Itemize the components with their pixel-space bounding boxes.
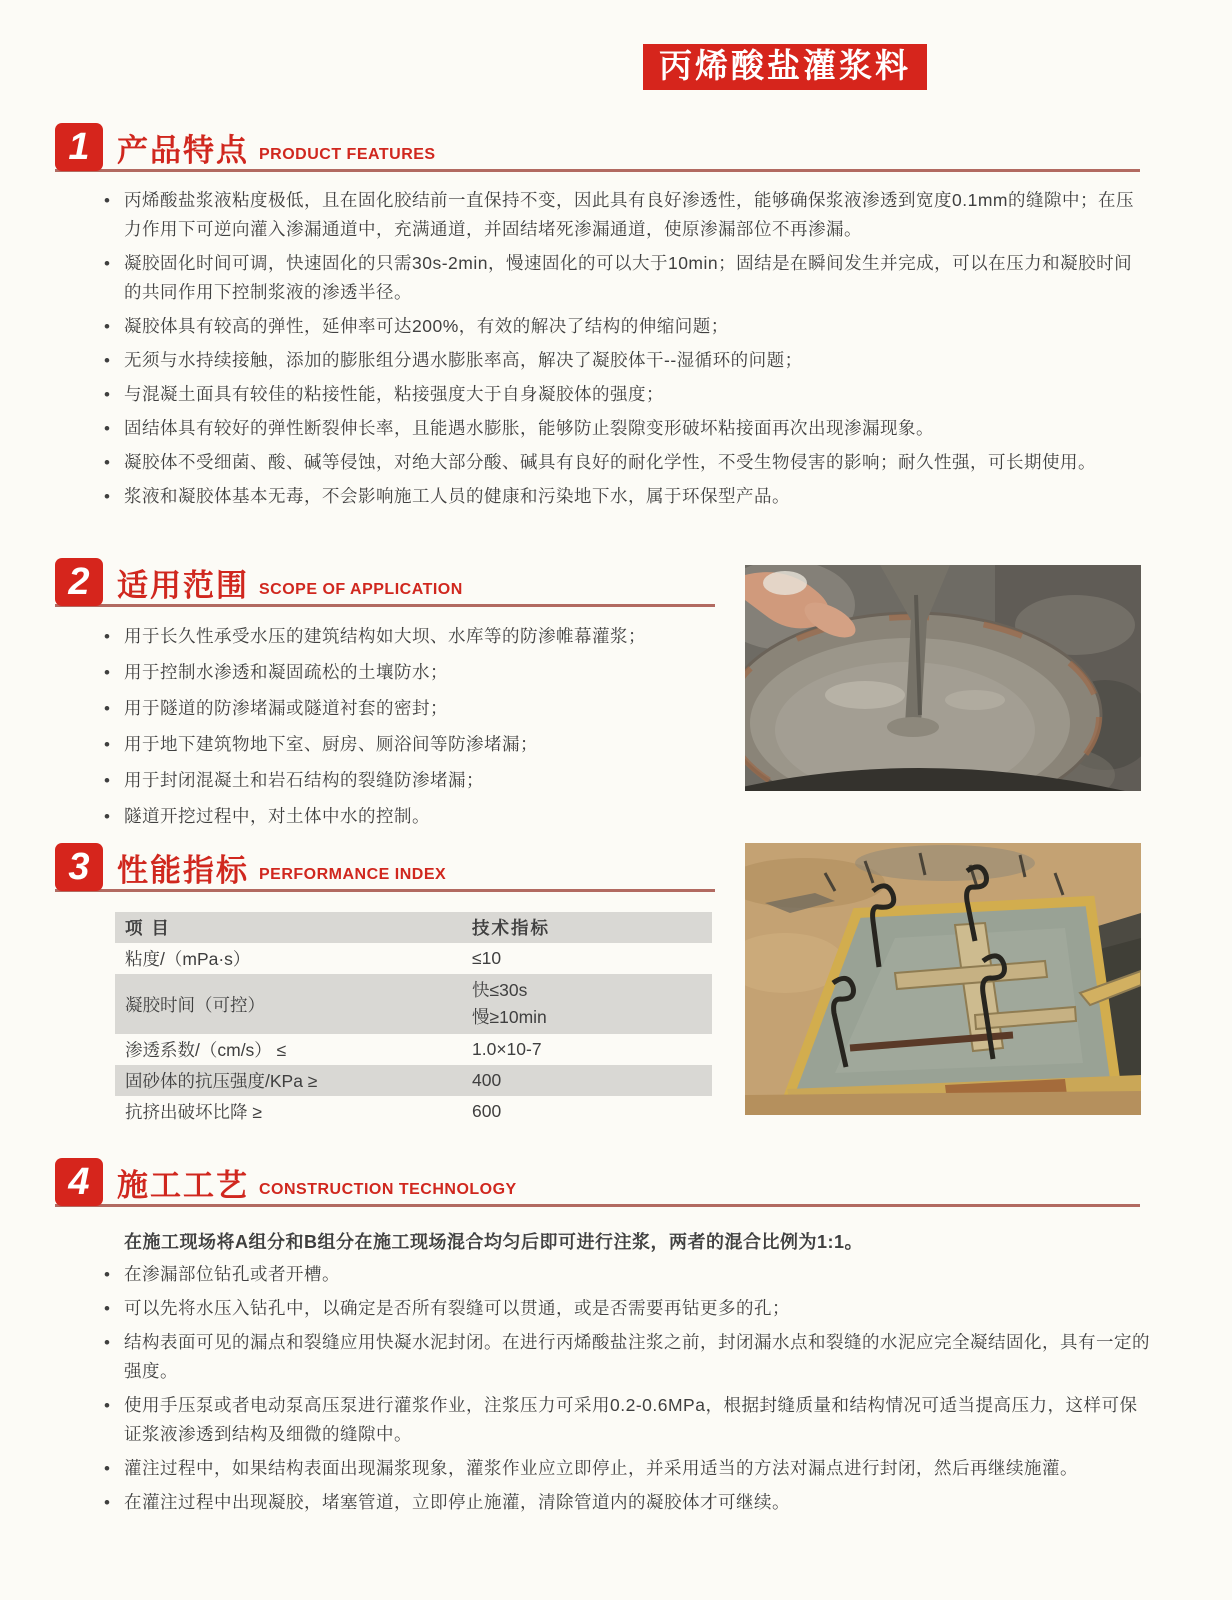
section-number-badge: 2 (55, 558, 103, 606)
table-cell-value: 1.0×10-7 (472, 1039, 542, 1059)
section-title: 适用范围 (117, 568, 249, 603)
bullet-item: • 凝胶体不受细菌、酸、碱等侵蚀，对绝大部分酸、碱具有良好的耐化学性，不受生物侵害的影响；耐久性强，可长期使用。 (100, 448, 1150, 477)
table-cell-item: 粘度/（mPa·s） (125, 949, 251, 969)
section-title: 性能指标 (117, 853, 249, 888)
section-header-construction (55, 1158, 1140, 1207)
section-subtitle: PRODUCT FEATURES (259, 146, 436, 163)
section-number-badge: 1 (55, 123, 103, 171)
table-cell-item: 抗挤出破坏比降 ≥ (125, 1102, 262, 1122)
construction-intro-text: 在施工现场将A组分和B组分在施工现场混合均匀后即可进行注浆，两者的混合比例为1:1。 (124, 1232, 864, 1252)
table-row (115, 974, 712, 1034)
bullet-item: • 用于长久性承受水压的建筑结构如大坝、水库等的防渗帷幕灌浆； (100, 622, 700, 651)
table-row (115, 1096, 712, 1127)
bullet-item: • 浆液和凝胶体基本无毒，不会影响施工人员的健康和污染地下水，属于环保型产品。 (100, 482, 1150, 511)
grout-mixing-illustration (745, 565, 1141, 791)
table-header-item: 项 目 (125, 918, 171, 938)
section-header-features (55, 123, 1140, 172)
scope-bullet-list (100, 622, 700, 838)
table-cell-item: 固砂体的抗压强度/KPa ≥ (125, 1071, 318, 1091)
section-number-badge: 4 (55, 1158, 103, 1206)
section-subtitle: CONSTRUCTION TECHNOLOGY (259, 1181, 517, 1198)
bullet-item: • 与混凝土面具有较佳的粘接性能，粘接强度大于自身凝胶体的强度； (100, 380, 1150, 409)
product-title-banner: 丙烯酸盐灌浆料 (643, 44, 927, 90)
bullet-item: • 可以先将水压入钻孔中，以确定是否所有裂缝可以贯通，或是否需要再钻更多的孔； (100, 1294, 1150, 1323)
table-cell-value (462, 974, 712, 1034)
section-subtitle: PERFORMANCE INDEX (259, 866, 447, 883)
bullet-item: • 结构表面可见的漏点和裂缝应用快凝水泥封闭。在进行丙烯酸盐注浆之前，封闭漏水点和裂缝的水泥应完全凝结固化，具有一定的强度。 (100, 1328, 1150, 1386)
bullet-item: • 用于隧道的防渗堵漏或隧道衬套的密封； (100, 694, 700, 723)
section-subtitle: SCOPE OF APPLICATION (259, 581, 463, 598)
bullet-item: • 用于封闭混凝土和岩石结构的裂缝防渗堵漏； (100, 766, 700, 795)
table-cell-value: 600 (472, 1101, 502, 1121)
section-number-badge: 3 (55, 843, 103, 891)
table-header-row (115, 912, 712, 943)
performance-index-table (115, 912, 712, 1127)
grout-mixing-photo (745, 565, 1141, 791)
value-line-slow: 慢≥10min (472, 1007, 547, 1027)
bullet-item: • 使用手压泵或者电动泵高压泵进行灌浆作业，注浆压力可采用0.2-0.6MPa，根据封缝质量和结构情况可适当提高压力，这样可保证浆液渗透到结构及细微的缝隙中。 (100, 1391, 1150, 1449)
construction-bullet-list (100, 1260, 1150, 1522)
bullet-item: • 丙烯酸盐浆液粘度极低，且在固化胶结前一直保持不变，因此具有良好渗透性，能够确保浆液渗透到宽度0.1mm的缝隙中；在压力作用下可逆向灌入渗漏通道中，充满通道，并固结堵死渗漏通道，使原渗漏部位不再渗漏。 (100, 186, 1150, 244)
table-cell-item: 凝胶时间（可控） (125, 994, 265, 1015)
bullet-item: • 在灌注过程中出现凝胶，堵塞管道，立即停止施灌，清除管道内的凝胶体才可继续。 (100, 1488, 1150, 1517)
table-header-value: 技术指标 (472, 918, 550, 938)
bullet-item: • 用于地下建筑物地下室、厨房、厕浴间等防渗堵漏； (100, 730, 700, 759)
concrete-formwork-photo (745, 843, 1141, 1115)
concrete-formwork-illustration (745, 843, 1141, 1115)
table-row (115, 1065, 712, 1096)
bullet-item: • 用于控制水渗透和凝固疏松的土壤防水； (100, 658, 700, 687)
section-header-scope (55, 558, 715, 607)
bullet-item: • 固结体具有较好的弹性断裂伸长率，且能遇水膨胀，能够防止裂隙变形破坏粘接面再次出现渗漏现象。 (100, 414, 1150, 443)
features-bullet-list (100, 186, 1150, 516)
bullet-item: • 凝胶固化时间可调，快速固化的只需30s-2min，慢速固化的可以大于10min；固结是在瞬间发生并完成，可以在压力和凝胶时间的共同作用下控制浆液的渗透半径。 (100, 249, 1150, 307)
bullet-item: • 无须与水持续接触，添加的膨胀组分遇水膨胀率高，解决了凝胶体干--湿循环的问题； (100, 346, 1150, 375)
bullet-item: • 隧道开挖过程中，对土体中水的控制。 (100, 802, 700, 831)
section-header-performance (55, 843, 715, 892)
bullet-item: • 凝胶体具有较高的弹性，延伸率可达200%，有效的解决了结构的伸缩问题； (100, 312, 1150, 341)
table-cell-value: 400 (472, 1070, 502, 1090)
table-row (115, 943, 712, 974)
section-title: 施工工艺 (117, 1168, 249, 1203)
bullet-item: • 灌注过程中，如果结构表面出现漏浆现象，灌浆作业应立即停止，并采用适当的方法对漏点进行封闭，然后再继续施灌。 (100, 1454, 1150, 1483)
table-cell-item: 渗透系数/（cm/s） ≤ (125, 1040, 287, 1060)
value-line-fast: 快≤30s (472, 980, 528, 1000)
table-row (115, 1034, 712, 1065)
table-cell-value: ≤10 (472, 948, 502, 968)
bullet-item: • 在渗漏部位钻孔或者开槽。 (100, 1260, 1150, 1289)
section-title: 产品特点 (117, 133, 249, 168)
